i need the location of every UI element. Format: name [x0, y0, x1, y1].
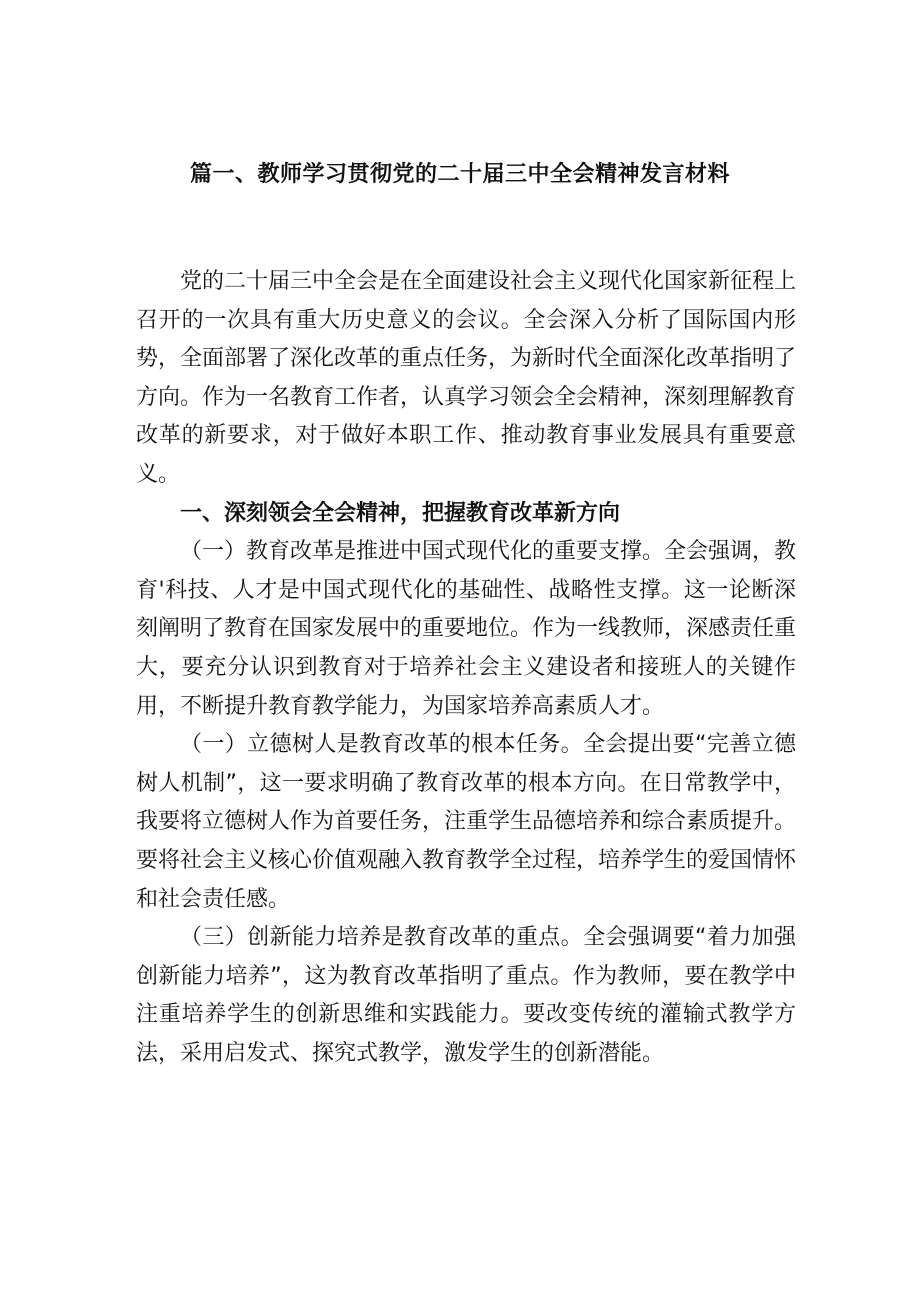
section-heading: 一、深刻领会全会精神，把握教育改革新方向 [180, 500, 621, 526]
document-title: 篇一、教师学习贯彻党的二十届三中全会精神发言材料 [189, 162, 730, 187]
body-paragraph: （三）创新能力培养是教育改革的重点。全会强调要“着力加强创新能力培养”，这为教育改革指明了重点。作为教师，要在教学中注重培养学生的创新思维和实践能力。要改变传统的灌输式教学方法，采用启发式、探究式教学，激发学生的创新潜能。 [136, 925, 796, 1066]
body-paragraph: （一）立德树人是教育改革的根本任务。全会提出要“完善立德树人机制”，这一要求明确了教育改革的根本方向。在日常教学中，我要将立德树人作为首要任务，注重学生品德培养和综合素质提升。要将社会主义核心价值观融入教育教学全过程，培养学生的爱国情怀和社会责任感。 [136, 732, 797, 912]
body-paragraph: （一）教育改革是推进中国式现代化的重要支撑。全会强调，教育'科技、人才是中国式现代化的基础性、战略性支撑。这一论断深刻阐明了教育在国家发展中的重要地位。作为一线教师，深感责任重大，要充分认识到教育对于培养社会主义建设者和接班人的关键作用，不断提升教育教学能力，为国家培养高素质人才。 [136, 539, 797, 719]
document-body [136, 263, 796, 1073]
intro-paragraph: 党的二十届三中全会是在全面建设社会主义现代化国家新征程上召开的一次具有重大历史意义的会议。全会深入分析了国际国内形势，全面部署了深化改革的重点任务，为新时代全面深化改革指明了方向。作为一名教育工作者，认真学习领会全会精神，深刻理解教育改革的新要求，对于做好本职工作、推动教育事业发展具有重要意义。 [136, 269, 797, 487]
